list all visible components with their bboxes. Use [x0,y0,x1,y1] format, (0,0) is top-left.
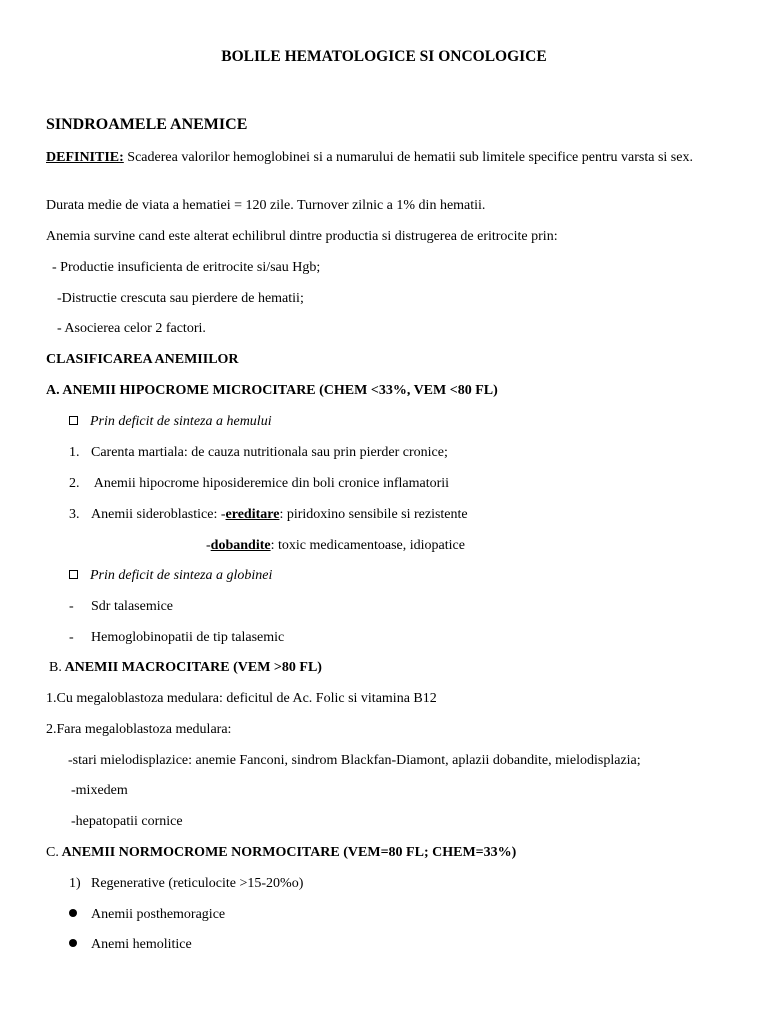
section-b-subitem: -hepatopatii cornice [71,814,183,829]
section-a-subtitle-globin: Prin deficit de sinteza a globinei [69,567,272,584]
dobandite-term: dobandite [210,538,271,553]
section-b-line: 1.Cu megaloblastoza medulara: deficitul de Ac. Folic si vitamina B12 [46,691,437,706]
definition-label: DEFINITIE: [46,150,124,165]
section-b-subitem: -stari mielodisplazice: anemie Fanconi, sindrom Blackfan-Diamont, aplazii dobandite, mielodisplazia; [68,753,641,768]
document-title: BOLILE HEMATOLOGICE SI ONCOLOGICE [221,48,547,65]
section-b-title: B. ANEMII MACROCITARE (VEM >80 FL) [49,660,322,675]
list-item: 3. Anemii sideroblastice: -ereditare: piridoxino sensibile si rezistente [69,507,468,522]
cause-item: -Distructie crescuta sau pierdere de hematii; [57,291,304,306]
bullet-icon [69,909,77,917]
list-item: 2. Anemii hipocrome hiposideremice din boli cronice inflamatorii [69,476,450,491]
definition-paragraph [46,149,726,166]
cause-item: - Productie insuficienta de eritrocite si/sau Hgb; [52,260,321,275]
dash-item: - Sdr talasemice [69,599,174,614]
list-item: 1) Regenerative (reticulocite >15-20%o) [69,876,304,891]
checkbox-bullet-icon [69,570,78,579]
section-title: SINDROAMELE ANEMICE [46,116,248,133]
section-b-line: 2.Fara megaloblastoza medulara: [46,722,232,737]
list-item: 1. Carenta martiala: de cauza nutritionala sau prin pierder cronice; [69,445,448,460]
list-item-continuation: -dobandite: toxic medicamentoase, idiopatice [206,538,465,553]
dash-item: - Hemoglobinopatii de tip talasemic [69,630,285,645]
section-a-subtitle-heme: Prin deficit de sinteza a hemului [69,413,272,430]
ereditare-term: ereditare [225,507,280,522]
classification-title: CLASIFICAREA ANEMIILOR [46,352,239,367]
bullet-icon [69,939,77,947]
paragraph-mechanism: Anemia survine cand este alterat echilibrul dintre productia si distrugerea de eritrocite prin: [46,229,558,244]
section-a-title: A. ANEMII HIPOCROME MICROCITARE (CHEM <33%, VEM <80 FL) [46,383,498,398]
section-b-subitem: -mixedem [71,783,128,798]
bullet-item: Anemi hemolitice [69,936,192,953]
checkbox-bullet-icon [69,416,78,425]
cause-item: - Asocierea celor 2 factori. [57,321,206,336]
paragraph-lifespan: Durata medie de viata a hematiei = 120 zile. Turnover zilnic a 1% din hematii. [46,198,486,213]
bullet-item: Anemii posthemoragice [69,906,225,923]
definition-text: Scaderea valorilor hemoglobinei si a numarului de hematii sub limitele specifice pentru varsta si sex. [123,150,693,165]
section-c-title: C. ANEMII NORMOCROME NORMOCITARE (VEM=80 FL; CHEM=33%) [46,845,517,860]
